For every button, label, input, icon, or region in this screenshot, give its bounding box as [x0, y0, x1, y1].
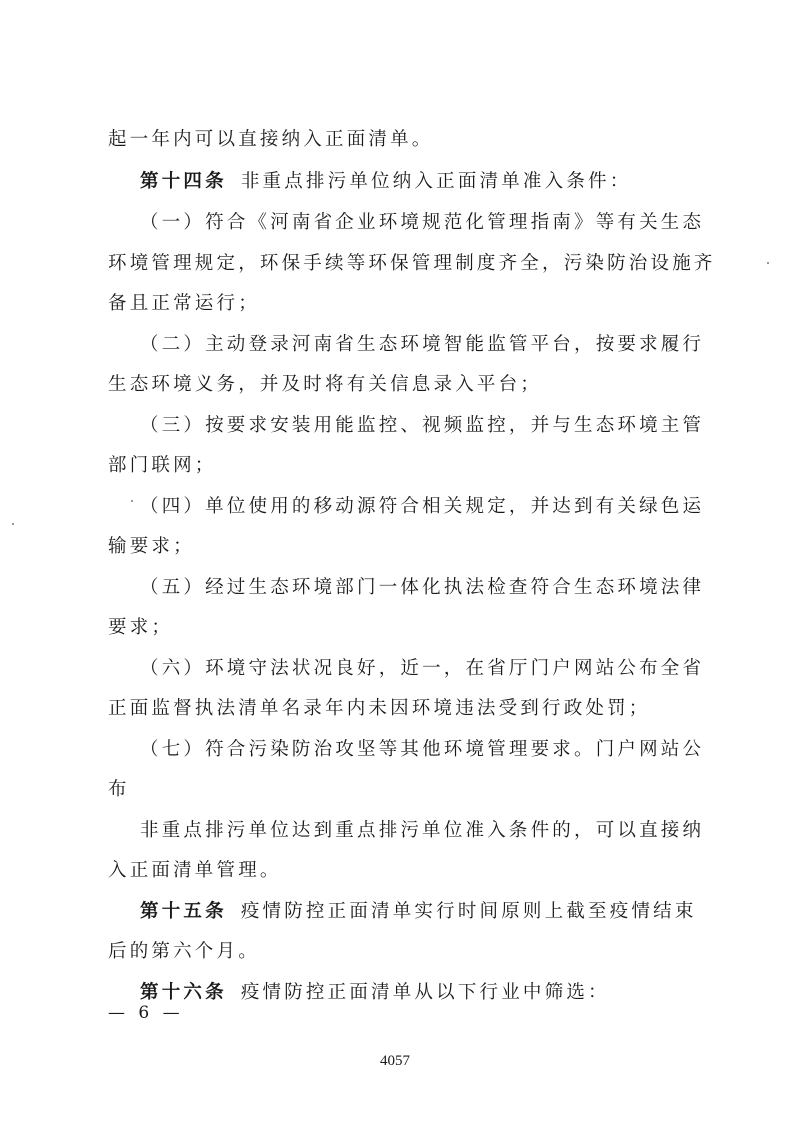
scan-speck: [12, 523, 14, 525]
text-line: 要求；: [108, 617, 174, 638]
text-line: （一）符合《河南省企业环境规范化管理指南》等有关生态: [140, 212, 705, 233]
text-line: （四）单位使用的移动源符合相关规定，并达到有关绿色运: [140, 496, 705, 517]
article-16-paragraph: [140, 984, 610, 1003]
scan-speck: [767, 262, 769, 264]
article-15-paragraph: [140, 903, 697, 922]
text-line: （七）符合污染防治攻坚等其他环境管理要求。门户网站公: [140, 739, 705, 760]
text-line: 起一年内可以直接纳入正面清单。: [108, 129, 434, 150]
article-heading: 第十五条: [140, 901, 227, 922]
text-line: 布: [108, 779, 130, 800]
text-line: （二）主动登录河南省生态环境智能监管平台，按要求履行: [140, 334, 705, 355]
text-line: （三）按要求安装用能监控、视频监控，并与生态环境主管: [140, 415, 705, 436]
text-line: 环境管理规定，环保手续等环保管理制度齐全，污染防治设施齐: [108, 253, 716, 274]
text-line: 部门联网；: [108, 455, 217, 476]
article-heading: 第十六条: [140, 982, 227, 1003]
text-line: （五）经过生态环境部门一体化执法检查符合生态环境法律: [140, 577, 705, 598]
text-line: 生态环境义务，并及时将有关信息录入平台；: [108, 374, 543, 395]
text-line: 非重点排污单位纳入正面清单准入条件：: [240, 171, 632, 192]
text-line: 输要求；: [108, 536, 195, 557]
footer-number: 4057: [380, 1053, 410, 1069]
article-14-paragraph: [140, 173, 631, 192]
text-line: （六）环境守法状况良好，近一，在省厅门户网站公布全省: [140, 658, 705, 679]
page-marker: — 6 —: [108, 1003, 184, 1023]
article-heading: 第十四条: [140, 171, 227, 192]
text-line: 正面监督执法清单名录年内未因环境违法受到行政处罚；: [108, 698, 651, 719]
text-line: 疫情防控正面清单实行时间原则上截至疫情结束: [240, 901, 697, 922]
text-line: 非重点排污单位达到重点排污单位准入条件的，可以直接纳: [140, 820, 705, 841]
text-line: 入正面清单管理。: [108, 860, 282, 881]
text-line: 后的第六个月。: [108, 941, 260, 962]
scan-speck: [131, 500, 133, 502]
text-line: 疫情防控正面清单从以下行业中筛选：: [240, 982, 610, 1003]
text-line: 备且正常运行；: [108, 293, 260, 314]
